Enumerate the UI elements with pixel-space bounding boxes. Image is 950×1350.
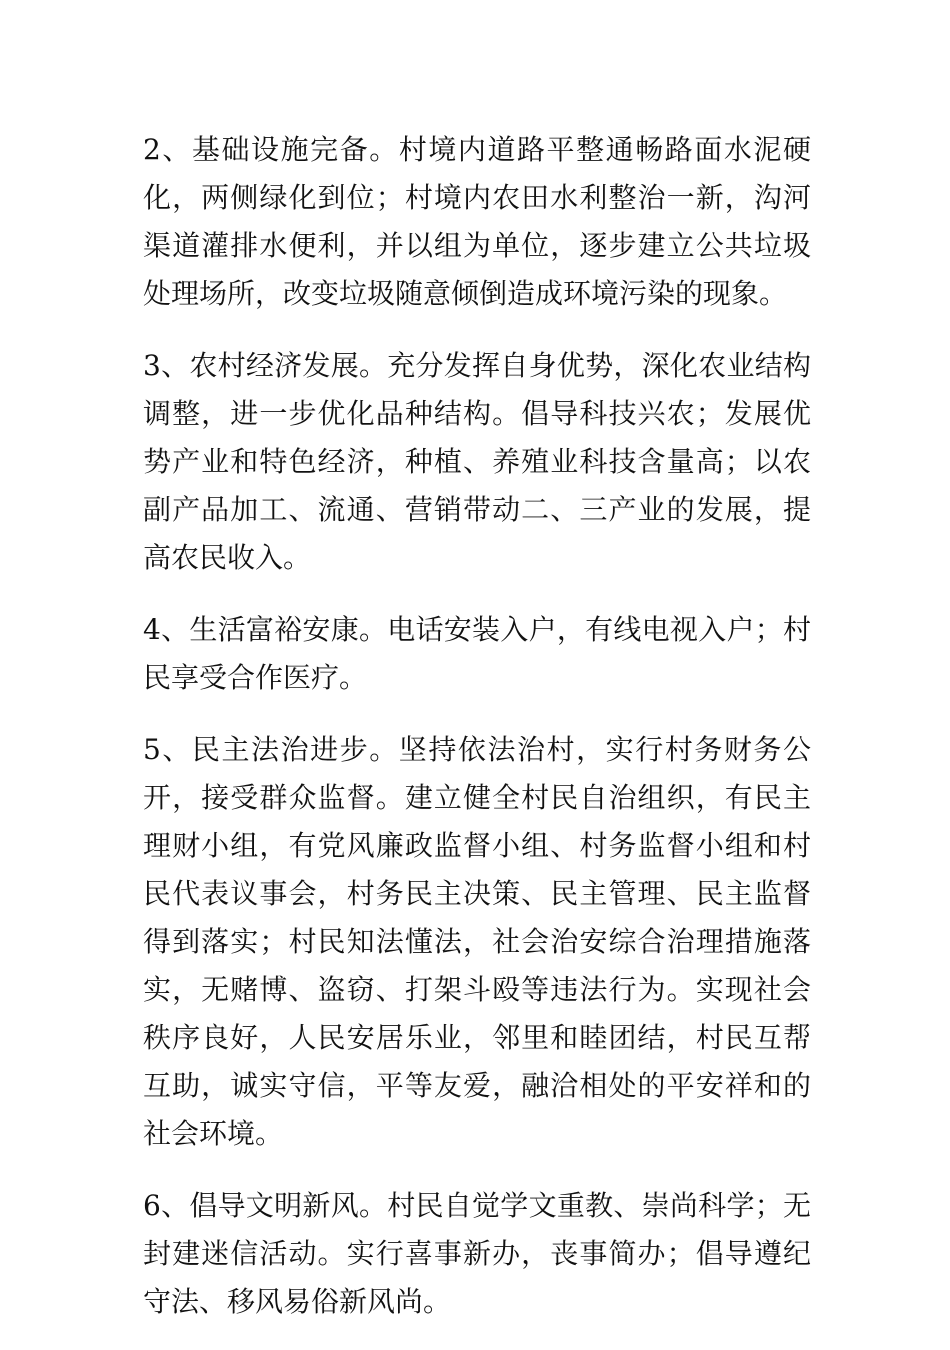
paragraph-living: 4、生活富裕安康。电话安装入户，有线电视入户；村民享受合作医疗。	[143, 613, 811, 694]
paragraph-infrastructure: 2、基础设施完备。村境内道路平整通畅路面水泥硬化，两侧绿化到位；村境内农田水利整治一新，沟河渠道灌排水便利，并以组为单位，逐步建立公共垃圾处理场所，改变垃圾随意倾倒造成环境污染的现象。	[143, 133, 811, 310]
paragraph-democracy: 5、民主法治进步。坚持依法治村，实行村务财务公开，接受群众监督。建立健全村民自治组织，有民主理财小组，有党风廉政监督小组、村务监督小组和村民代表议事会，村务民主决策、民主管理、民主监督得到落实；村民知法懂法，社会治安综合治理措施落实，无赌博、盗窃、打架斗殴等违法行为。实现社会秩序良好，人民安居乐业，邻里和睦团结，村民互帮互助，诚实守信，平等友爱，融洽相处的平安祥和的社会环境。	[143, 733, 811, 1150]
paragraph-civilization: 6、倡导文明新风。村民自觉学文重教、崇尚科学；无封建迷信活动。实行喜事新办，丧事简办；倡导遵纪守法、移风易俗新风尚。	[143, 1189, 811, 1318]
paragraph-economy: 3、农村经济发展。充分发挥自身优势，深化农业结构调整，进一步优化品种结构。倡导科技兴农；发展优势产业和特色经济，种植、养殖业科技含量高；以农副产品加工、流通、营销带动二、三产业的发展，提高农民收入。	[143, 349, 811, 574]
document-body	[143, 126, 811, 1350]
